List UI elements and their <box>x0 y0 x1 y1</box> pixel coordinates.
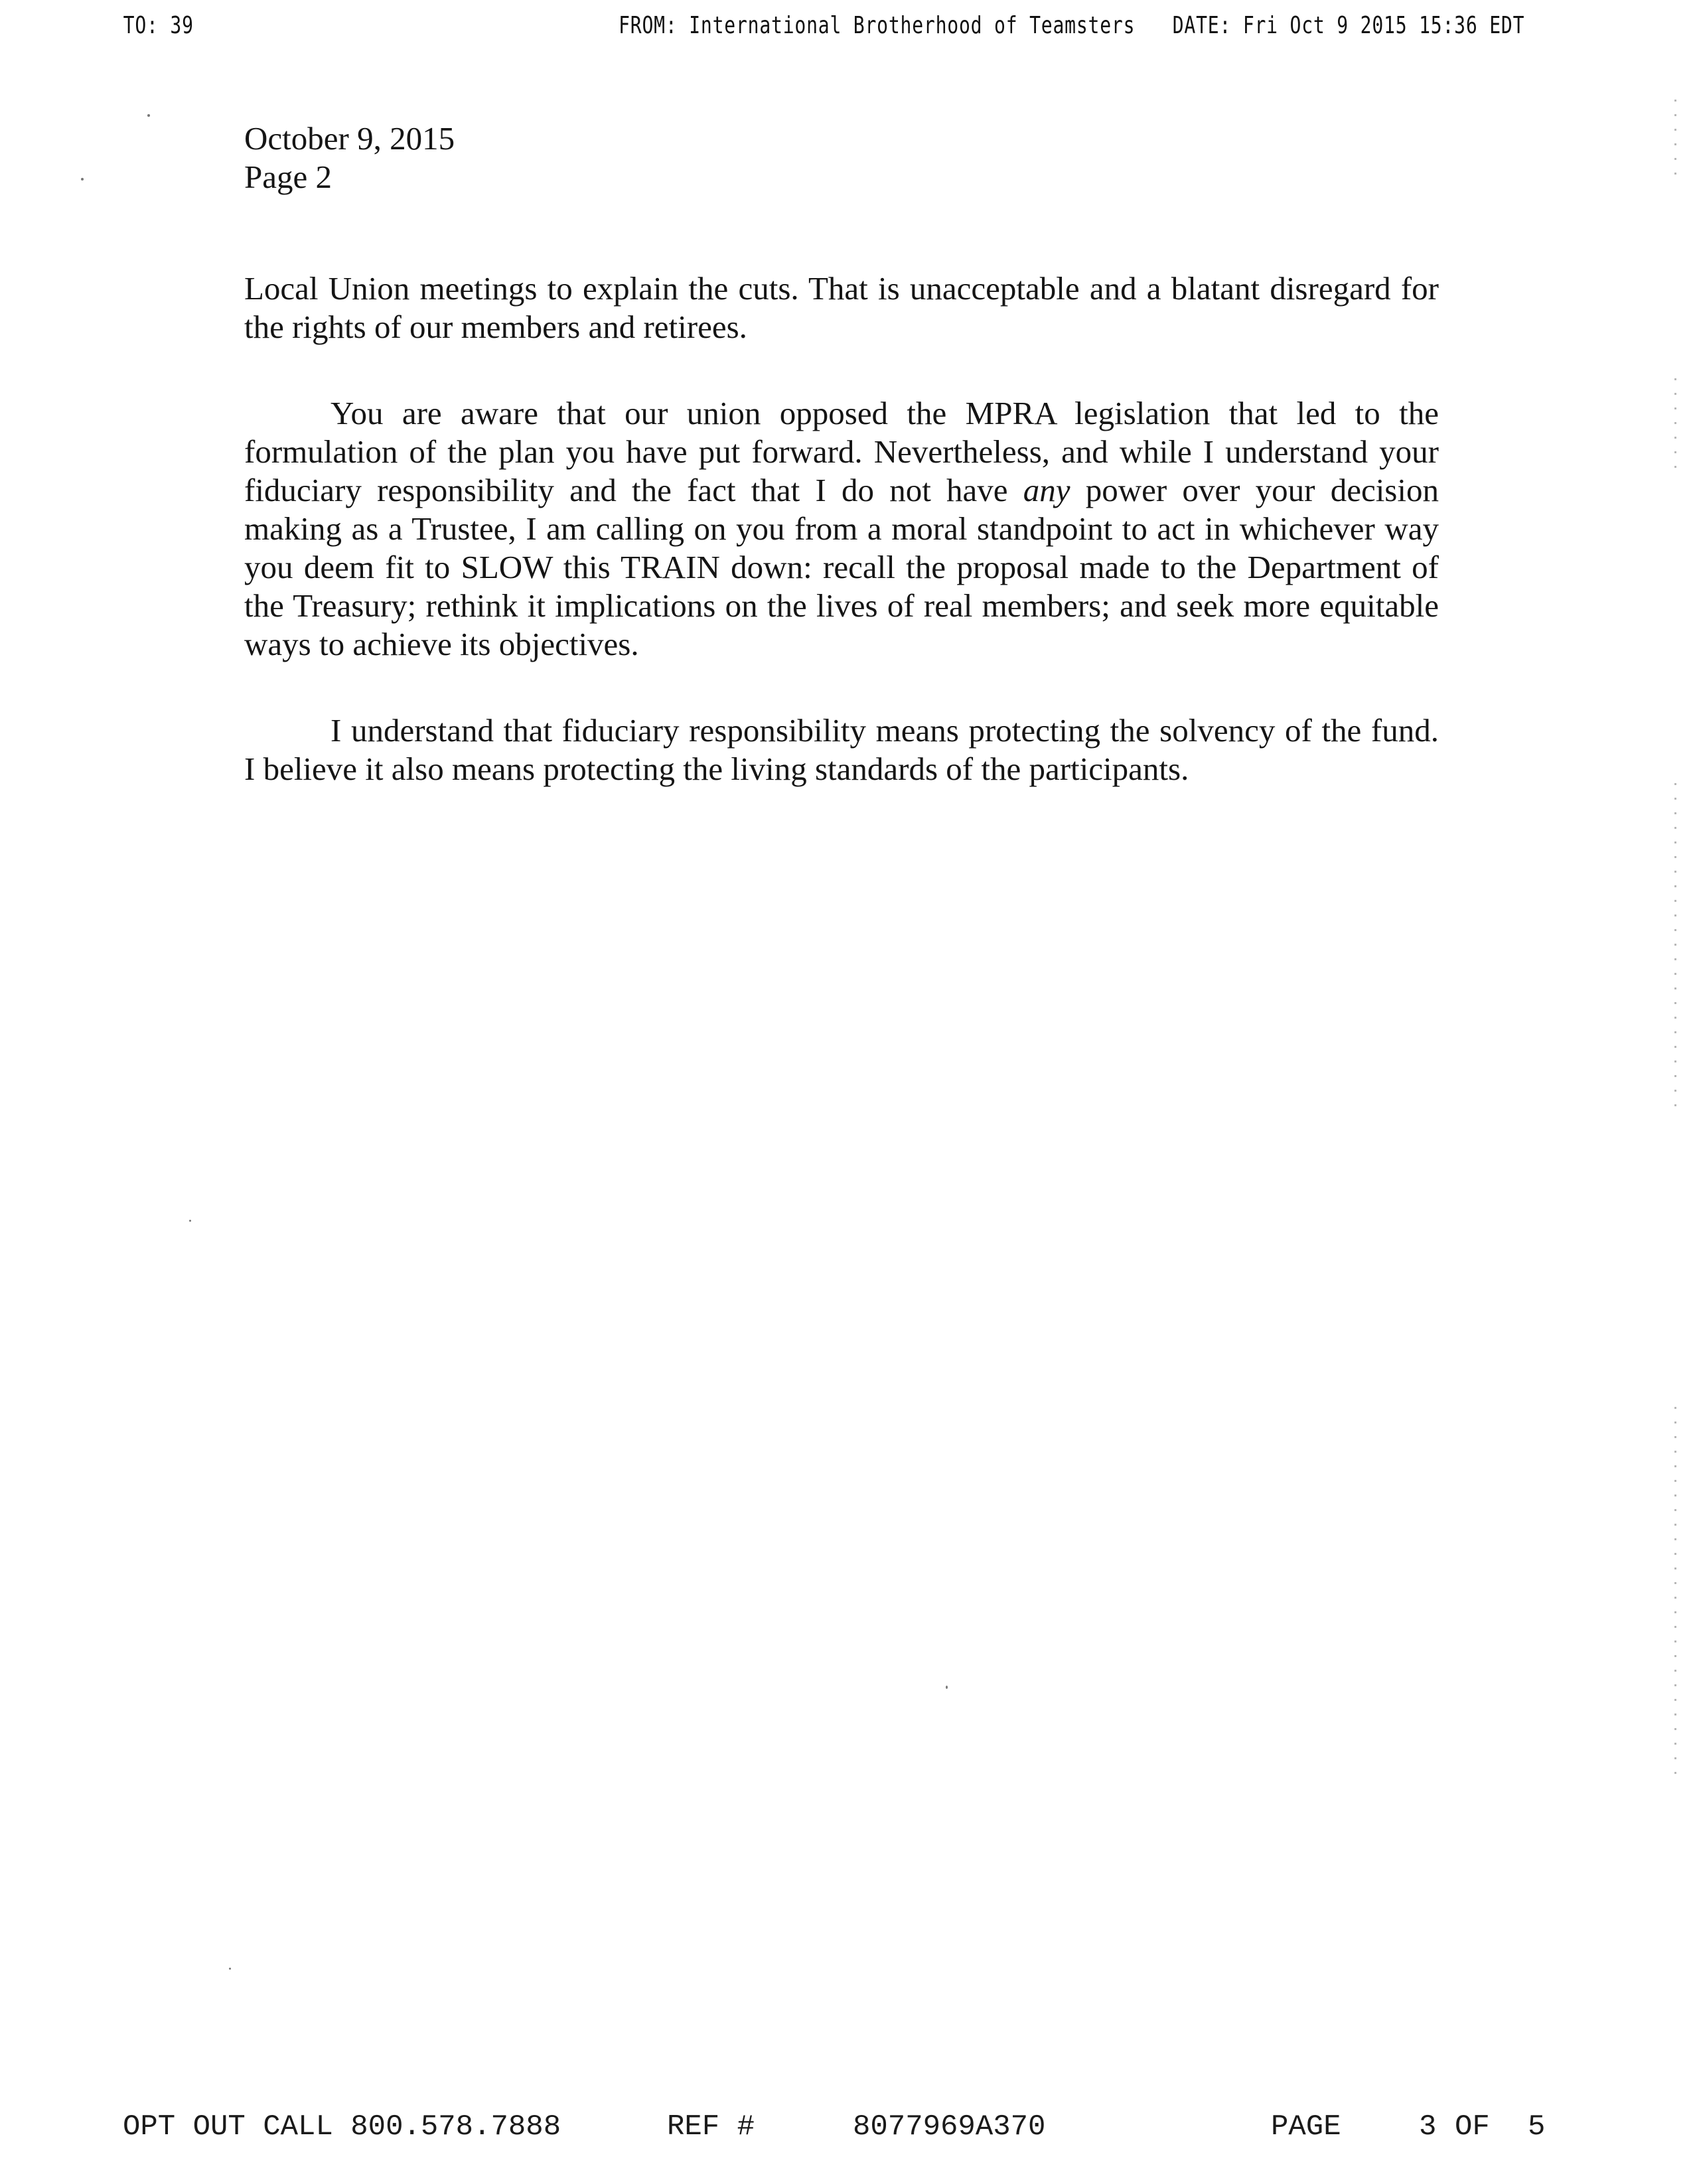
scan-edge-dots <box>1674 1407 1676 1779</box>
fax-header <box>0 12 1525 52</box>
fax-header-date: DATE: Fri Oct 9 2015 15:36 EDT <box>1172 12 1525 39</box>
fax-footer-of-label: OF <box>1455 2110 1490 2144</box>
fax-footer-ref-label: REF # <box>667 2110 755 2144</box>
letter-date: October 9, 2015 <box>244 120 455 157</box>
fax-header-from: FROM: International Brotherhood of Teamsters <box>619 12 1136 39</box>
scan-speck <box>229 1968 231 1970</box>
letter-page-number: Page 2 <box>244 159 332 195</box>
fax-footer-page-total: 5 <box>1528 2110 1546 2144</box>
fax-footer-page-number: 3 <box>1419 2110 1437 2144</box>
scan-edge-dots <box>1674 378 1676 471</box>
fax-header-to: TO: 39 <box>123 12 194 39</box>
scan-speck <box>189 1220 191 1222</box>
fax-footer-ref-value: 8077969A370 <box>853 2110 1046 2144</box>
letter-body <box>244 119 1439 788</box>
paragraph-1: Local Union meetings to explain the cuts. That is unacceptable and a blatant disregard for the rights of our members and retirees. <box>244 270 1439 345</box>
fax-footer-page-label: PAGE <box>1271 2110 1341 2144</box>
scan-edge-dots <box>1674 783 1676 1115</box>
paragraph-2-emphasis: any <box>1023 472 1070 508</box>
scan-speck <box>81 178 84 181</box>
scan-speck <box>147 114 150 117</box>
fax-footer <box>0 2110 1695 2157</box>
scan-speck <box>946 1686 948 1689</box>
paragraph-2 <box>244 394 1439 664</box>
paragraph-2-text-end: power over your decision making as a Trustee, I am calling on you from a moral standpoint to act in whichever way you deem fit to SLOW this TRAIN down: recall the proposal made to the Department of the Treasury; rethink it implications on the lives of real members; and seek more equitable ways to achieve its objectives. <box>244 472 1439 662</box>
fax-footer-opt-out: OPT OUT CALL 800.578.7888 <box>123 2110 561 2144</box>
paragraph-2-text-start: You are aware that our union opposed the MPRA legislation that led to the formulation of the plan you have put forward. Nevertheless, and while I understand your fiduciary responsibility and the fact that I do not have <box>244 395 1439 508</box>
paragraph-3: I understand that fiduciary responsibility means protecting the solvency of the fund. I believe it also means protecting the living standards of the participants. <box>244 712 1439 787</box>
scan-edge-dots <box>1674 100 1676 179</box>
